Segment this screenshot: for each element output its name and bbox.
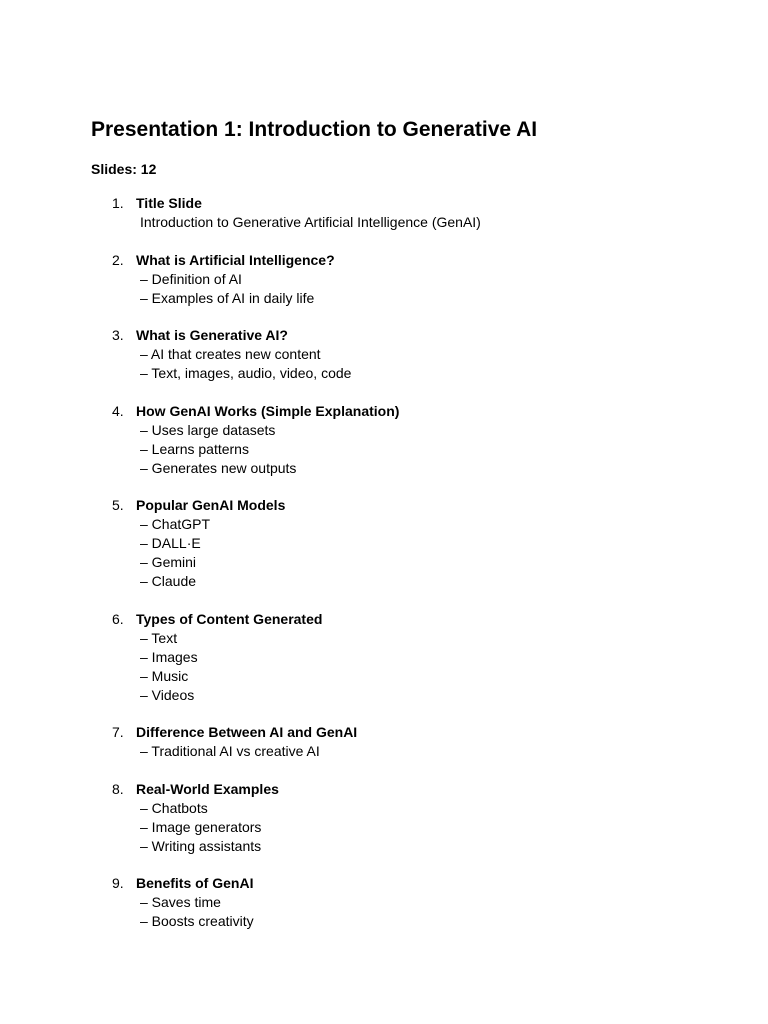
slide-detail-line: – Image generators [140,818,262,835]
slide-detail-line: – Examples of AI in daily life [140,289,315,306]
slides-count: Slides: 12 [91,161,157,177]
slide-heading: Difference Between AI and GenAI [136,724,358,740]
slide-detail-line: Introduction to Generative Artificial Intelligence (GenAI) [140,214,481,230]
slide-item [0,874,768,931]
slide-detail-line: – Claude [140,573,197,589]
slide-detail-line: – Images [140,648,198,665]
slide-number: 2. [112,251,124,268]
slide-item [0,496,768,591]
slide-detail-line: – Music [140,667,189,684]
document-title: Presentation 1: Introduction to Generative AI [91,118,538,141]
slide-number: 1. [112,195,124,211]
slide-outline-list [0,194,768,950]
slide-number: 4. [112,402,124,419]
slide-detail-line: – Videos [140,686,195,703]
slide-heading: What is Artificial Intelligence? [136,251,335,268]
slide-detail-line: – Text, images, audio, video, code [140,365,352,381]
slide-detail-line: – Boosts creativity [140,913,254,929]
slide-detail-line: – Text [140,629,178,646]
slide-detail-line: – Traditional AI vs creative AI [140,743,320,759]
slide-item [0,610,768,705]
slide-number: 5. [112,497,124,513]
slide-number: 8. [112,780,124,797]
slide-detail-line: – Saves time [140,894,221,910]
slide-detail-line: – Generates new outputs [140,459,297,476]
slide-detail-line: – Uses large datasets [140,421,276,438]
slide-number: 3. [112,327,124,343]
slide-item [0,780,768,856]
slide-item [0,251,768,308]
slide-item [0,402,768,478]
slide-heading: Title Slide [136,195,202,211]
slide-number: 9. [112,875,124,891]
slide-detail-line: – Learns patterns [140,440,249,457]
slide-detail-line: – Chatbots [140,799,208,816]
slide-detail-line: – ChatGPT [140,516,211,532]
slide-item [0,723,768,761]
slide-detail-line: – AI that creates new content [140,346,321,362]
slide-heading: What is Generative AI? [136,327,288,343]
slide-heading: How GenAI Works (Simple Explanation) [136,402,400,419]
slide-heading: Types of Content Generated [136,610,323,627]
slide-item [0,194,768,232]
slide-detail-line: – Definition of AI [140,270,242,287]
slide-heading: Popular GenAI Models [136,497,286,513]
slide-heading: Benefits of GenAI [136,875,254,891]
slide-number: 7. [112,724,124,740]
slide-heading: Real-World Examples [136,780,279,797]
slide-item [0,326,768,383]
slide-number: 6. [112,610,124,627]
slide-detail-line: – Gemini [140,554,197,570]
slide-detail-line: – Writing assistants [140,837,262,854]
slide-detail-line: – DALL·E [140,535,201,551]
